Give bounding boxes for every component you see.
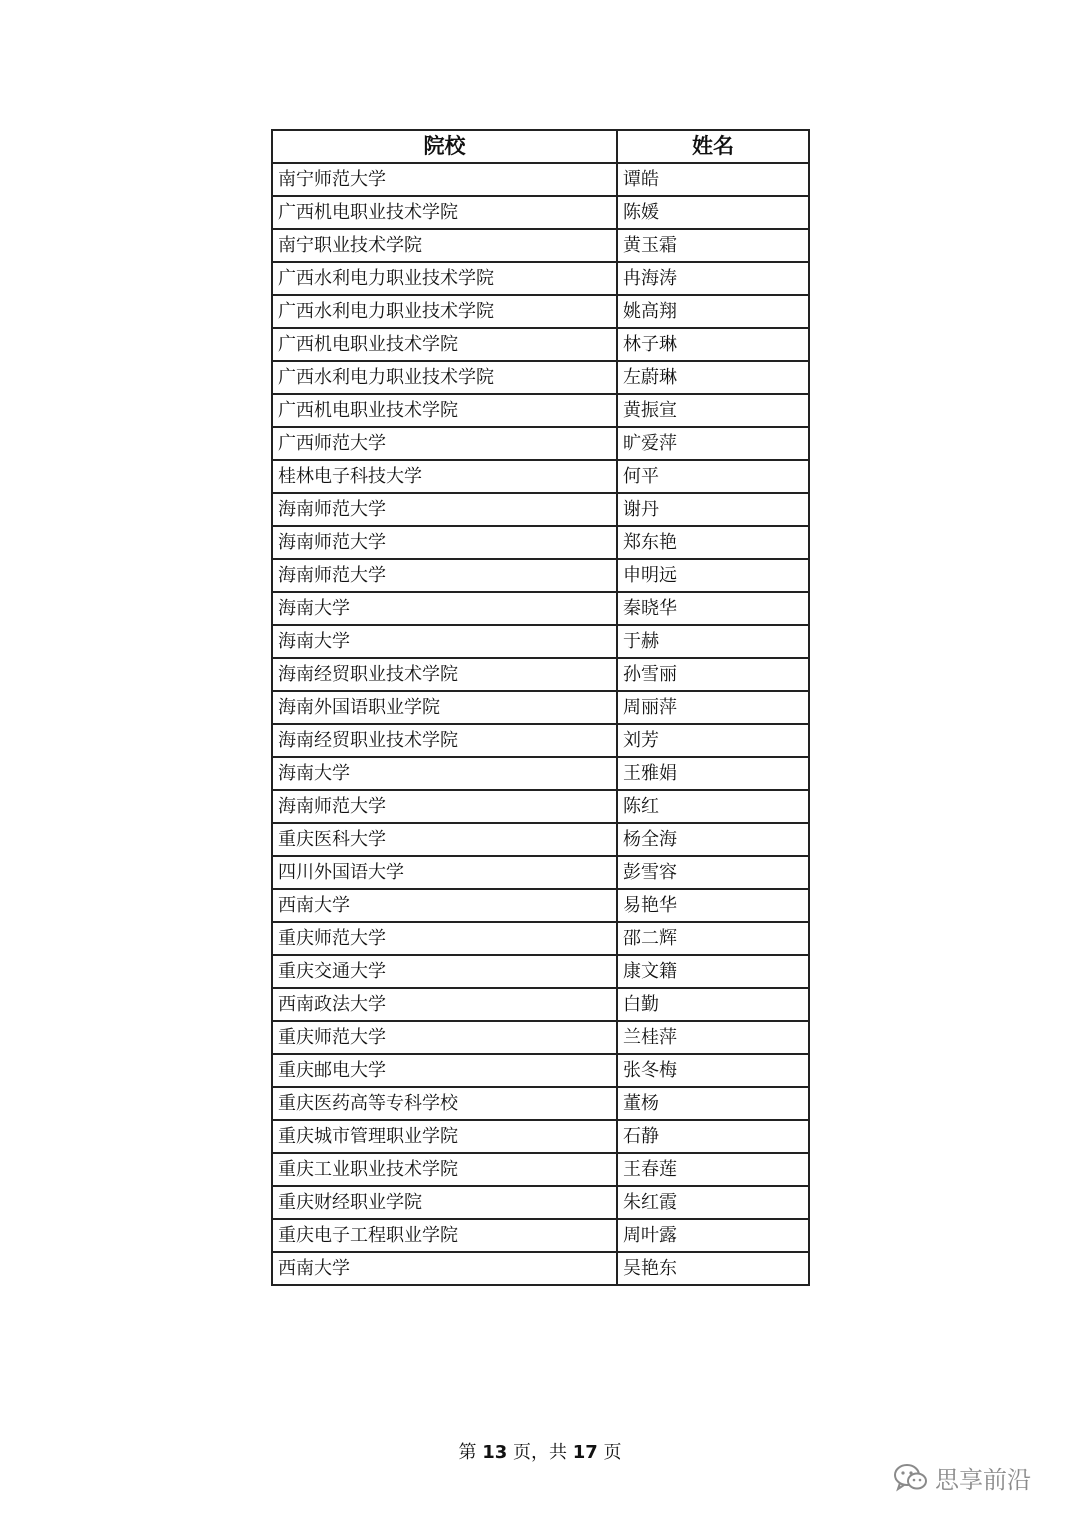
- table-row: [272, 1054, 809, 1087]
- table-row: [272, 559, 809, 592]
- school-cell: 海南师范大学: [272, 526, 617, 559]
- watermark: [893, 1460, 1031, 1495]
- name-cell: 彭雪容: [617, 856, 809, 889]
- table-row: [272, 526, 809, 559]
- name-cell: 王春莲: [617, 1153, 809, 1186]
- school-cell: 海南大学: [272, 757, 617, 790]
- school-cell: 广西机电职业技术学院: [272, 196, 617, 229]
- header-school: 院校: [272, 130, 617, 163]
- table-row: [272, 460, 809, 493]
- school-cell: 广西水利电力职业技术学院: [272, 262, 617, 295]
- name-cell: 左蔚琳: [617, 361, 809, 394]
- name-cell: 杨全海: [617, 823, 809, 856]
- table-row: [272, 1153, 809, 1186]
- school-cell: 海南师范大学: [272, 493, 617, 526]
- school-cell: 四川外国语大学: [272, 856, 617, 889]
- table-row: [272, 196, 809, 229]
- table-row: [272, 691, 809, 724]
- table-row: [272, 823, 809, 856]
- table-row: [272, 1120, 809, 1153]
- table-row: [272, 229, 809, 262]
- table-row: [272, 592, 809, 625]
- table-row: [272, 1186, 809, 1219]
- school-cell: 西南政法大学: [272, 988, 617, 1021]
- school-cell: 广西水利电力职业技术学院: [272, 295, 617, 328]
- table-row: [272, 1219, 809, 1252]
- table-header-row: [272, 130, 809, 163]
- table-row: [272, 889, 809, 922]
- table-row: [272, 658, 809, 691]
- name-cell: 朱红霞: [617, 1186, 809, 1219]
- name-cell: 陈媛: [617, 196, 809, 229]
- name-cell: 康文籍: [617, 955, 809, 988]
- footer-suffix: 页: [603, 1442, 622, 1463]
- table-row: [272, 988, 809, 1021]
- school-cell: 海南大学: [272, 592, 617, 625]
- name-cell: 何平: [617, 460, 809, 493]
- name-cell: 申明远: [617, 559, 809, 592]
- name-cell: 姚高翔: [617, 295, 809, 328]
- name-cell: 孙雪丽: [617, 658, 809, 691]
- table-row: [272, 1087, 809, 1120]
- school-cell: 桂林电子科技大学: [272, 460, 617, 493]
- footer-total-pages: 17: [572, 1442, 598, 1463]
- school-cell: 广西机电职业技术学院: [272, 394, 617, 427]
- table-row: [272, 625, 809, 658]
- school-cell: 西南大学: [272, 1252, 617, 1285]
- school-cell: 海南师范大学: [272, 790, 617, 823]
- school-cell: 重庆师范大学: [272, 922, 617, 955]
- name-cell: 兰桂萍: [617, 1021, 809, 1054]
- name-cell: 林子琳: [617, 328, 809, 361]
- name-cell: 谭皓: [617, 163, 809, 196]
- name-cell: 白勤: [617, 988, 809, 1021]
- name-cell: 董杨: [617, 1087, 809, 1120]
- name-cell: 石静: [617, 1120, 809, 1153]
- watermark-text: 思享前沿: [935, 1466, 1031, 1494]
- name-cell: 邵二辉: [617, 922, 809, 955]
- name-cell: 旷爱萍: [617, 427, 809, 460]
- name-cell: 周叶露: [617, 1219, 809, 1252]
- name-cell: 黄振宣: [617, 394, 809, 427]
- school-cell: 南宁师范大学: [272, 163, 617, 196]
- table-body: [272, 163, 809, 1285]
- school-cell: 海南经贸职业技术学院: [272, 658, 617, 691]
- school-cell: 海南师范大学: [272, 559, 617, 592]
- name-cell: 刘芳: [617, 724, 809, 757]
- name-cell: 谢丹: [617, 493, 809, 526]
- school-cell: 重庆医药高等专科学校: [272, 1087, 617, 1120]
- table-row: [272, 1252, 809, 1285]
- name-cell: 易艳华: [617, 889, 809, 922]
- name-cell: 陈红: [617, 790, 809, 823]
- school-cell: 西南大学: [272, 889, 617, 922]
- header-name: 姓名: [617, 130, 809, 163]
- table-row: [272, 295, 809, 328]
- name-cell: 周丽萍: [617, 691, 809, 724]
- school-cell: 重庆城市管理职业学院: [272, 1120, 617, 1153]
- school-cell: 广西水利电力职业技术学院: [272, 361, 617, 394]
- school-cell: 广西机电职业技术学院: [272, 328, 617, 361]
- footer-middle: 页，共: [513, 1442, 567, 1463]
- table-row: [272, 724, 809, 757]
- school-cell: 重庆邮电大学: [272, 1054, 617, 1087]
- table-row: [272, 757, 809, 790]
- school-cell: 海南外国语职业学院: [272, 691, 617, 724]
- wechat-icon: [893, 1463, 929, 1493]
- school-cell: 重庆电子工程职业学院: [272, 1219, 617, 1252]
- school-cell: 海南经贸职业技术学院: [272, 724, 617, 757]
- name-cell: 张冬梅: [617, 1054, 809, 1087]
- table-row: [272, 163, 809, 196]
- school-cell: 重庆师范大学: [272, 1021, 617, 1054]
- table-row: [272, 955, 809, 988]
- school-cell: 重庆工业职业技术学院: [272, 1153, 617, 1186]
- table-row: [272, 922, 809, 955]
- roster-table: [271, 129, 810, 1286]
- table-row: [272, 262, 809, 295]
- table-row: [272, 493, 809, 526]
- table-row: [272, 361, 809, 394]
- school-cell: 广西师范大学: [272, 427, 617, 460]
- school-cell: 重庆医科大学: [272, 823, 617, 856]
- table-row: [272, 1021, 809, 1054]
- school-cell: 重庆交通大学: [272, 955, 617, 988]
- name-cell: 秦晓华: [617, 592, 809, 625]
- table-row: [272, 790, 809, 823]
- footer-page-number: 13: [482, 1442, 508, 1463]
- name-cell: 于赫: [617, 625, 809, 658]
- table-row: [272, 394, 809, 427]
- school-cell: 海南大学: [272, 625, 617, 658]
- name-cell: 黄玉霜: [617, 229, 809, 262]
- table-row: [272, 856, 809, 889]
- table-row: [272, 328, 809, 361]
- name-cell: 吴艳东: [617, 1252, 809, 1285]
- school-cell: 南宁职业技术学院: [272, 229, 617, 262]
- name-cell: 冉海涛: [617, 262, 809, 295]
- table-row: [272, 427, 809, 460]
- school-cell: 重庆财经职业学院: [272, 1186, 617, 1219]
- name-cell: 王雅娟: [617, 757, 809, 790]
- footer-prefix: 第: [458, 1442, 477, 1463]
- name-cell: 郑东艳: [617, 526, 809, 559]
